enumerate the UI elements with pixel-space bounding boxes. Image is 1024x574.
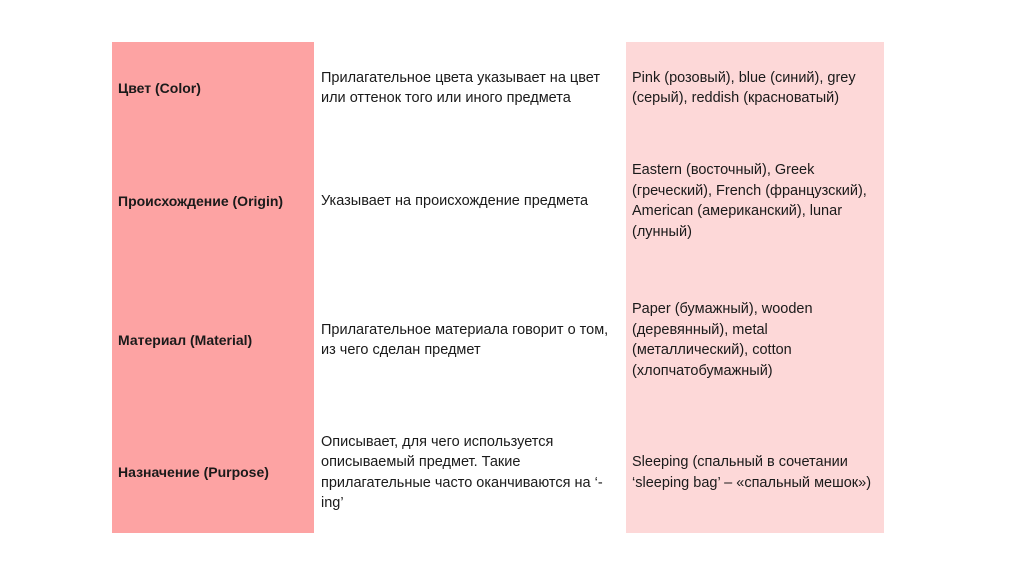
- description-cell: Прилагательное цвета указывает на цвет или оттенок того или иного предмета: [321, 69, 600, 106]
- examples-cell: Sleeping (спальный в сочетании ‘sleeping bag’ – «спальный мешок»): [632, 454, 872, 491]
- description-cell: Прилагательное материала говорит о том, из чего сделан предмет: [321, 321, 609, 358]
- examples-cell: Paper (бумажный), wooden (деревянный), metal (металлический), cotton (хлопчатобумажный): [632, 301, 813, 379]
- examples-cell: Eastern (восточный), Greek (греческий), French (французский), American (американский), lunar (лунный): [632, 162, 867, 240]
- category-cell: Материал (Material): [118, 331, 253, 348]
- category-cell: Цвет (Color): [118, 79, 201, 96]
- description-cell: Указывает на происхождение предмета: [321, 192, 589, 209]
- description-cell: Описывает, для чего используется описываемый предмет. Такие прилагательные часто оканчиваются на ‘-ing’: [321, 433, 603, 511]
- examples-cell: Pink (розовый), blue (синий), grey (серый), reddish (красноватый): [632, 69, 856, 106]
- adjective-order-table: [112, 42, 884, 533]
- table-row-origin: [112, 134, 884, 268]
- table-row-material: [112, 268, 884, 412]
- category-cell: Назначение (Purpose): [118, 464, 269, 481]
- table-row-color: [112, 42, 884, 134]
- category-cell: Происхождение (Origin): [118, 192, 284, 209]
- table-row-purpose: [112, 412, 884, 533]
